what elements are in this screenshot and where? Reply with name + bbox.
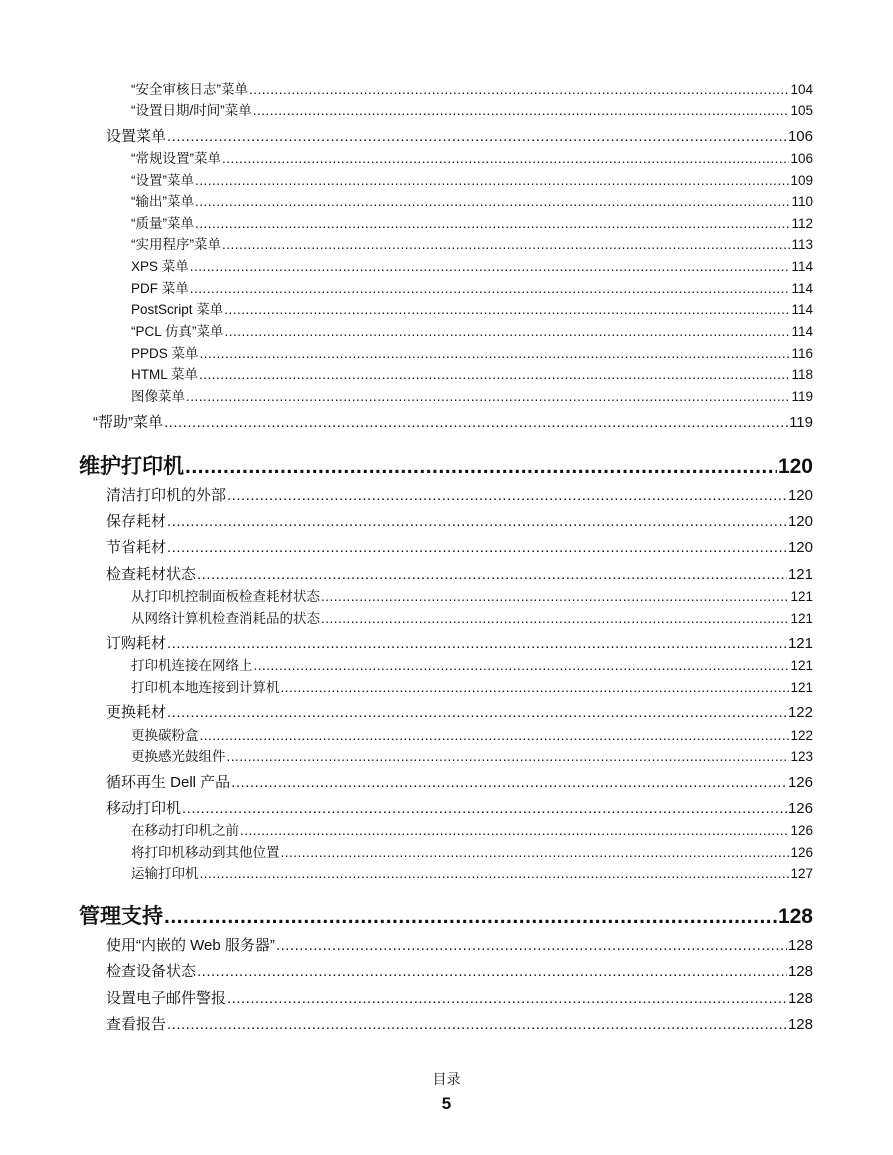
toc-entry-title: 设置电子邮件警报	[106, 990, 227, 1007]
toc-entry-title: 使用“内嵌的 Web 服务器”	[106, 937, 275, 954]
toc-entry[interactable]	[106, 705, 813, 720]
toc-page-number: 128	[787, 937, 813, 954]
toc-entry-title: “设置日期/时间”菜单	[131, 103, 252, 118]
toc-entry-title: 检查耗材状态	[106, 566, 197, 583]
toc-page-number: 123	[790, 749, 813, 764]
toc-entry-title: 运输打印机	[131, 866, 199, 881]
toc-page-number: 121	[790, 589, 813, 604]
toc-entry-title: PPDS 菜单	[131, 346, 199, 361]
toc-leader	[227, 991, 787, 1006]
toc-page-number: 121	[790, 658, 813, 673]
toc-entry[interactable]	[131, 867, 813, 881]
toc-page-number: 119	[791, 389, 813, 404]
toc-entry[interactable]	[131, 824, 813, 838]
toc-entry[interactable]	[106, 801, 813, 816]
toc-leader	[200, 867, 790, 881]
toc-entry[interactable]	[131, 390, 813, 404]
toc-leader	[227, 488, 787, 503]
toc-entry[interactable]	[131, 83, 813, 97]
toc-entry-title: 打印机连接在网络上	[131, 658, 253, 673]
toc-leader	[197, 964, 787, 979]
toc-entry[interactable]	[131, 325, 813, 339]
toc-page-number: 110	[791, 194, 813, 209]
toc-page-number: 112	[791, 216, 813, 231]
toc-leader	[195, 217, 790, 231]
toc-entry-title: 移动打印机	[106, 800, 182, 817]
toc-leader	[276, 938, 787, 953]
toc-leader	[227, 750, 790, 764]
toc-entry-title: 检查设备状态	[106, 963, 197, 980]
toc-entry-title: 将打印机移动到其他位置	[131, 845, 280, 860]
toc-entry[interactable]	[106, 129, 813, 144]
toc-entry-title: XPS 菜单	[131, 259, 189, 274]
toc-page-number: 120	[787, 539, 813, 556]
toc-entry[interactable]	[131, 260, 813, 274]
toc-leader	[222, 238, 790, 252]
toc-leader	[254, 659, 790, 673]
toc-entry-title: 在移动打印机之前	[131, 823, 239, 838]
toc-page-number: 127	[790, 866, 813, 881]
toc-entry[interactable]	[106, 488, 813, 503]
toc-leader	[321, 590, 789, 604]
toc-entry-title: 查看报告	[106, 1016, 167, 1033]
toc-leader	[222, 152, 789, 166]
toc-leader	[249, 83, 789, 97]
toc-leader	[190, 260, 791, 274]
toc-page-number: 116	[791, 346, 813, 361]
toc-entry-title: “安全审核日志”菜单	[131, 82, 248, 97]
toc-leader	[167, 540, 787, 555]
toc-entry-title: 打印机本地连接到计算机	[131, 680, 280, 695]
toc-leader	[231, 775, 787, 790]
toc-page-number: 126	[787, 774, 813, 791]
toc-leader	[164, 906, 777, 927]
toc-leader	[321, 612, 789, 626]
toc-leader	[167, 514, 787, 529]
toc-page-number: 109	[790, 173, 813, 188]
toc-page-number: 120	[787, 487, 813, 504]
toc-page-number: 105	[790, 103, 813, 118]
toc-entry[interactable]	[131, 195, 813, 209]
toc-leader	[190, 282, 791, 296]
toc-entry[interactable]	[106, 540, 813, 555]
toc-leader	[186, 390, 790, 404]
toc-page-number: 121	[790, 680, 813, 695]
toc-entry[interactable]	[93, 415, 813, 430]
footer-title: 目录	[432, 1071, 461, 1087]
toc-leader	[195, 195, 790, 209]
toc-page-number: 114	[791, 324, 813, 339]
toc-entry[interactable]	[131, 612, 813, 626]
toc-entry[interactable]	[131, 174, 813, 188]
toc-page-number: 114	[791, 259, 813, 274]
toc-entry[interactable]	[131, 104, 813, 118]
toc-leader	[253, 104, 790, 118]
toc-entry[interactable]	[106, 991, 813, 1006]
toc-entry[interactable]	[106, 514, 813, 529]
toc-entry-title: 订购耗材	[106, 635, 167, 652]
toc-leader	[195, 174, 789, 188]
toc-chapter-heading[interactable]	[79, 456, 813, 477]
toc-leader	[281, 681, 790, 695]
toc-page-number: 118	[791, 367, 813, 382]
toc-entry-title: 图像菜单	[131, 389, 185, 404]
toc-entry[interactable]	[131, 681, 813, 695]
toc-entry-title: 保存耗材	[106, 513, 167, 530]
toc-leader	[199, 368, 790, 382]
toc-entry[interactable]	[131, 368, 813, 382]
toc-page-number: 126	[790, 845, 813, 860]
toc-leader	[182, 801, 787, 816]
toc-entry-title: 清洁打印机的外部	[106, 487, 227, 504]
toc-page-number: 121	[787, 566, 813, 583]
toc-page-number: 114	[791, 281, 813, 296]
toc-entry[interactable]	[131, 217, 813, 231]
toc-entry[interactable]	[131, 729, 813, 743]
toc-page-number: 119	[789, 414, 813, 431]
toc-entry[interactable]	[131, 152, 813, 166]
toc-entry-title: “PCL 仿真”菜单	[131, 324, 224, 339]
toc-entry-title: 更换感光鼓组件	[131, 749, 226, 764]
toc-entry-title: 更换碳粉盒	[131, 728, 199, 743]
toc-page-number: 122	[790, 728, 813, 743]
toc-chapter-title: 管理支持	[79, 905, 163, 928]
toc-chapter-heading[interactable]	[79, 906, 813, 927]
toc-entry[interactable]	[106, 636, 813, 651]
toc-entry-title: “实用程序”菜单	[131, 237, 221, 252]
toc-entry[interactable]	[131, 590, 813, 604]
toc-entry-title: 更换耗材	[106, 704, 167, 721]
toc-entry[interactable]	[131, 846, 813, 860]
toc-entry-title: “帮助”菜单	[93, 414, 163, 431]
toc-page-number: 128	[787, 990, 813, 1007]
toc-entry[interactable]	[106, 938, 813, 953]
toc-leader	[167, 1017, 787, 1032]
toc-page-number: 114	[791, 302, 813, 317]
toc-page-number: 122	[787, 704, 813, 721]
toc-page-number: 126	[787, 800, 813, 817]
toc-entry-title: “常规设置”菜单	[131, 151, 221, 166]
toc-entry-title: “质量”菜单	[131, 216, 194, 231]
toc-page-number: 113	[791, 237, 813, 252]
toc-entry[interactable]	[106, 964, 813, 979]
page-number: 5	[441, 1094, 452, 1113]
toc-entry-title: 循环再生 Dell 产品	[106, 774, 231, 791]
toc-leader	[167, 129, 787, 144]
toc-entry[interactable]	[131, 303, 813, 317]
toc-leader	[224, 303, 790, 317]
toc-entry[interactable]	[131, 347, 813, 361]
toc-page-number: 120	[777, 455, 813, 478]
toc-leader	[167, 705, 787, 720]
toc-page-number: 106	[790, 151, 813, 166]
toc-entry[interactable]	[106, 1017, 813, 1032]
toc-leader	[200, 729, 790, 743]
toc-page-number: 120	[787, 513, 813, 530]
toc-entry[interactable]	[131, 750, 813, 764]
toc-page-number: 128	[777, 905, 813, 928]
toc-page-number: 128	[787, 963, 813, 980]
toc-page-number: 106	[787, 128, 813, 145]
toc-page-number: 104	[790, 82, 813, 97]
toc-leader	[200, 347, 791, 361]
toc-entry-title: 从打印机控制面板检查耗材状态	[131, 589, 320, 604]
toc-leader	[240, 824, 789, 838]
toc-leader	[197, 567, 787, 582]
toc-chapter-title: 维护打印机	[79, 455, 184, 478]
toc-entry[interactable]	[131, 659, 813, 673]
toc-leader	[185, 456, 777, 477]
toc-leader	[281, 846, 790, 860]
toc-entry-title: HTML 菜单	[131, 367, 198, 382]
toc-page-number: 126	[790, 823, 813, 838]
toc-entry[interactable]	[131, 282, 813, 296]
toc-entry[interactable]	[106, 775, 813, 790]
toc-page-number: 128	[787, 1016, 813, 1033]
toc-entry-title: 节省耗材	[106, 539, 167, 556]
toc-entry[interactable]	[131, 238, 813, 252]
toc-entry-title: PDF 菜单	[131, 281, 189, 296]
toc-leader	[225, 325, 791, 339]
toc-leader	[164, 415, 788, 430]
toc-leader	[167, 636, 787, 651]
toc-entry[interactable]	[106, 567, 813, 582]
toc-entry-title: 设置菜单	[106, 128, 167, 145]
toc-entry-title: “设置”菜单	[131, 173, 194, 188]
toc-entry-title: PostScript 菜单	[131, 302, 224, 317]
toc-page-number: 121	[787, 635, 813, 652]
toc-entry-title: “输出”菜单	[131, 194, 194, 209]
toc-entry-title: 从网络计算机检查消耗品的状态	[131, 611, 320, 626]
toc-page-number: 121	[790, 611, 813, 626]
